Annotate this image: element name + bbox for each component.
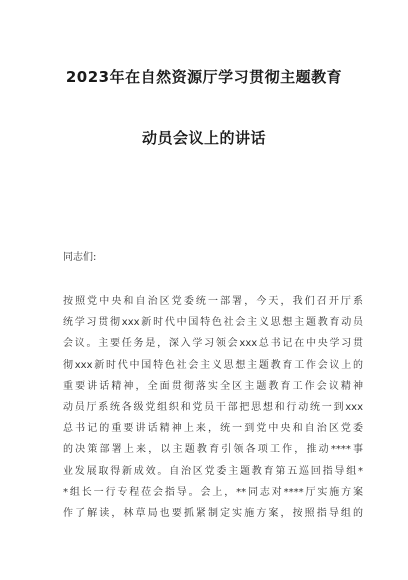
body-line: 作了解读，林草局也要抓紧制定实施方案，按照指导组的: [63, 507, 363, 519]
body-line: 业发展取得新成效。自治区党委主题教育第五巡回指导组*: [63, 465, 363, 477]
body-line: 按照党中央和自治区党委统一部署，今天，我们召开厅系: [63, 296, 363, 307]
body-line: 总书记的重要讲话精神上来，统一到党中央和自治区党委: [63, 423, 363, 435]
body-line: 动员厅系统各级党组织和党员干部把思想和行动统一到xxx: [63, 401, 363, 413]
body-line: 的决策部署上来，以主题教育引领各项工作，推动****事: [63, 444, 363, 456]
body-line: 彻xxx新时代中国特色社会主义思想主题教育工作会议上的: [63, 359, 363, 371]
body-line: 会议。主要任务是，深入学习领会xxx总书记在中央学习贯: [63, 338, 363, 350]
document-title-line-1: 2023年在自然资源厅学习贯彻主题教育: [65, 68, 343, 86]
body-line: 重要讲话精神，全面贯彻落实全区主题教育工作会议精神: [63, 380, 363, 392]
body-line: 统学习贯彻xxx新时代中国特色社会主义思想主题教育动员: [63, 317, 363, 329]
body-line: *组长一行专程莅会指导。会上，**同志对****厅实施方案: [63, 486, 363, 498]
greeting: 同志们:: [63, 252, 97, 263]
body-paragraph: [63, 291, 363, 524]
document-title-line-2: 动员会议上的讲话: [141, 129, 266, 147]
